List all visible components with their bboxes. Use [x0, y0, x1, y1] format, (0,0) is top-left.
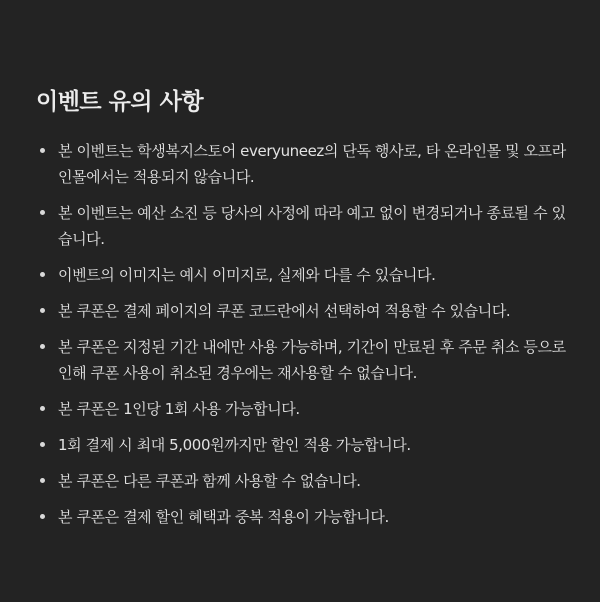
bullet-icon [40, 148, 45, 153]
bullet-icon [40, 344, 45, 349]
notice-item [36, 298, 570, 324]
bullet-icon [40, 478, 45, 483]
notice-item-text: 본 이벤트는 예산 소진 등 당사의 사정에 따라 예고 없이 변경되거나 종료될 수 있습니다. [58, 204, 566, 248]
notice-item [36, 468, 570, 494]
notice-title: 이벤트 유의 사항 [36, 89, 204, 115]
notice-item-text: 본 쿠폰은 결제 페이지의 쿠폰 코드란에서 선택하여 적용할 수 있습니다. [58, 302, 511, 320]
notice-item [36, 200, 570, 252]
notice-item [36, 138, 570, 190]
bullet-icon [40, 272, 45, 277]
bullet-icon [40, 442, 45, 447]
notice-item [36, 504, 570, 530]
notice-item-text: 본 이벤트는 학생복지스토어 everyuneez의 단독 행사로, 타 온라인몰 및 오프라인몰에서는 적용되지 않습니다. [58, 142, 566, 186]
bullet-icon [40, 308, 45, 313]
notice-item-text: 이벤트의 이미지는 예시 이미지로, 실제와 다를 수 있습니다. [58, 266, 436, 284]
notice-item-text: 1회 결제 시 최대 5,000원까지만 할인 적용 가능합니다. [58, 436, 411, 454]
notice-item [36, 396, 570, 422]
notice-item-text: 본 쿠폰은 다른 쿠폰과 함께 사용할 수 없습니다. [58, 472, 361, 490]
notice-item [36, 334, 570, 386]
notice-item [36, 432, 570, 458]
notice-list [36, 138, 570, 530]
bullet-icon [40, 514, 45, 519]
bullet-icon [40, 406, 45, 411]
bullet-icon [40, 210, 45, 215]
notice-item [36, 262, 570, 288]
notice-item-text: 본 쿠폰은 1인당 1회 사용 가능합니다. [58, 400, 300, 418]
notice-item-text: 본 쿠폰은 결제 할인 혜택과 중복 적용이 가능합니다. [58, 508, 389, 526]
notice-item-text: 본 쿠폰은 지정된 기간 내에만 사용 가능하며, 기간이 만료된 후 주문 취소 등으로 인해 쿠폰 사용이 취소된 경우에는 재사용할 수 없습니다. [58, 338, 566, 382]
